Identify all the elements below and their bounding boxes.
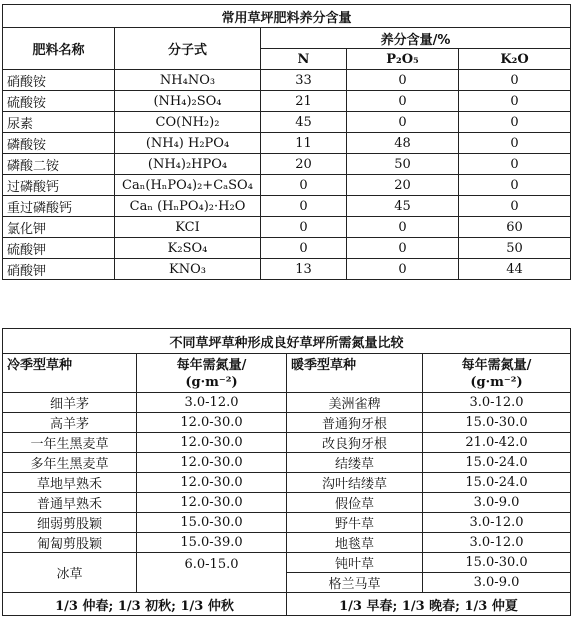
- formula: (NH₄) H₂PO₄: [115, 133, 261, 154]
- table-row: [3, 533, 571, 553]
- fertilizer-name: 硫酸钾: [3, 238, 115, 259]
- warm-grass-name: 沟叶结缕草: [287, 473, 423, 493]
- fertilizer-name: 磷酸二铵: [3, 154, 115, 175]
- table1-title: 常用草坪肥料养分含量: [3, 5, 571, 28]
- cool-grass-name: 冰草: [3, 553, 137, 593]
- cool-nitrogen-value: 12.0-30.0: [137, 453, 287, 473]
- table-row: [3, 513, 571, 533]
- warm-grass-name: 假俭草: [287, 493, 423, 513]
- table-row: [3, 70, 571, 91]
- formula: NH₄NO₃: [115, 70, 261, 91]
- cool-grass-name: 草地早熟禾: [3, 473, 137, 493]
- n-value: 0: [261, 217, 347, 238]
- fertilizer-name: 过磷酸钙: [3, 175, 115, 196]
- header-formula: 分子式: [115, 28, 261, 70]
- cool-grass-name: 一年生黑麦草: [3, 433, 137, 453]
- warm-grass-name: 结缕草: [287, 453, 423, 473]
- formula: CO(NH₂)₂: [115, 112, 261, 133]
- table-row: [3, 473, 571, 493]
- table-row: [3, 413, 571, 433]
- formula: Caₙ (HₙPO₄)₂·H₂O: [115, 196, 261, 217]
- header-fertilizer-name: 肥料名称: [3, 28, 115, 70]
- k2o-value: 0: [459, 196, 571, 217]
- cool-nitrogen-value: 12.0-30.0: [137, 493, 287, 513]
- warm-nitrogen-value: 3.0-9.0: [423, 493, 571, 513]
- cool-grass-name: 细弱剪股颖: [3, 513, 137, 533]
- formula: (NH₄)₂SO₄: [115, 91, 261, 112]
- p2o5-value: 20: [347, 175, 459, 196]
- n-value: 0: [261, 175, 347, 196]
- header-cool-need: 每年需氮量/: [137, 354, 287, 374]
- table-row: [3, 238, 571, 259]
- fertilizer-name: 硫酸铵: [3, 91, 115, 112]
- header-warm-need: 每年需氮量/: [423, 354, 571, 374]
- warm-nitrogen-value: 15.0-30.0: [423, 413, 571, 433]
- warm-grass-name: 美洲雀稗: [287, 393, 423, 413]
- k2o-value: 0: [459, 133, 571, 154]
- warm-nitrogen-value: 3.0-12.0: [423, 513, 571, 533]
- n-value: 33: [261, 70, 347, 91]
- fertilizer-name: 硝酸铵: [3, 70, 115, 91]
- header-cool-unit: (g·m⁻²): [137, 373, 287, 393]
- warm-grass-name: 改良狗牙根: [287, 433, 423, 453]
- warm-nitrogen-value: 15.0-24.0: [423, 473, 571, 493]
- fertilizer-name: 重过磷酸钙: [3, 196, 115, 217]
- p2o5-value: 50: [347, 154, 459, 175]
- formula: KCI: [115, 217, 261, 238]
- k2o-value: 50: [459, 238, 571, 259]
- cool-season-schedule: 1/3 仲春; 1/3 初秋; 1/3 仲秋: [3, 593, 287, 616]
- cool-grass-name: 普通早熟禾: [3, 493, 137, 513]
- n-value: 20: [261, 154, 347, 175]
- cool-grass-name: 高羊茅: [3, 413, 137, 433]
- header-nutrient-content: 养分含量/%: [261, 28, 571, 49]
- warm-grass-name: 格兰马草: [287, 573, 423, 593]
- formula: K₂SO₄: [115, 238, 261, 259]
- fertilizer-nutrient-table: [2, 4, 571, 280]
- warm-grass-name: 普通狗牙根: [287, 413, 423, 433]
- table-row: [3, 217, 571, 238]
- k2o-value: 0: [459, 112, 571, 133]
- warm-season-schedule: 1/3 早春; 1/3 晚春; 1/3 仲夏: [287, 593, 571, 616]
- header-n: N: [261, 49, 347, 70]
- warm-grass-name: 钝叶草: [287, 553, 423, 573]
- cool-nitrogen-value: 15.0-30.0: [137, 513, 287, 533]
- p2o5-value: 0: [347, 112, 459, 133]
- table-row: [3, 133, 571, 154]
- n-value: 45: [261, 112, 347, 133]
- k2o-value: 0: [459, 91, 571, 112]
- header-cool-season: 冷季型草种: [3, 354, 137, 393]
- table-row: [3, 91, 571, 112]
- formula: Caₙ(HₙPO₄)₂+CₐSO₄: [115, 175, 261, 196]
- warm-grass-name: 地毯草: [287, 533, 423, 553]
- warm-nitrogen-value: 21.0-42.0: [423, 433, 571, 453]
- table-row: [3, 259, 571, 280]
- warm-grass-name: 野牛草: [287, 513, 423, 533]
- p2o5-value: 0: [347, 217, 459, 238]
- cool-nitrogen-value: 6.0-15.0: [137, 553, 287, 593]
- cool-nitrogen-value: 3.0-12.0: [137, 393, 287, 413]
- fertilizer-name: 磷酸铵: [3, 133, 115, 154]
- n-value: 21: [261, 91, 347, 112]
- table-row: [3, 175, 571, 196]
- header-warm-unit: (g·m⁻²): [423, 373, 571, 393]
- table-row: [3, 453, 571, 473]
- n-value: 11: [261, 133, 347, 154]
- k2o-value: 0: [459, 70, 571, 91]
- formula: KNO₃: [115, 259, 261, 280]
- warm-nitrogen-value: 3.0-12.0: [423, 533, 571, 553]
- p2o5-value: 0: [347, 259, 459, 280]
- warm-nitrogen-value: 15.0-30.0: [423, 553, 571, 573]
- cool-nitrogen-value: 12.0-30.0: [137, 473, 287, 493]
- header-warm-season: 暖季型草种: [287, 354, 423, 393]
- table-row: [3, 393, 571, 413]
- p2o5-value: 0: [347, 70, 459, 91]
- k2o-value: 0: [459, 175, 571, 196]
- formula: (NH₄)₂HPO₄: [115, 154, 261, 175]
- table-row: [3, 196, 571, 217]
- cool-nitrogen-value: 12.0-30.0: [137, 413, 287, 433]
- p2o5-value: 45: [347, 196, 459, 217]
- warm-nitrogen-value: 3.0-12.0: [423, 393, 571, 413]
- p2o5-value: 0: [347, 91, 459, 112]
- header-k2o: K₂O: [459, 49, 571, 70]
- nitrogen-requirement-table: [2, 328, 571, 616]
- p2o5-value: 48: [347, 133, 459, 154]
- cool-nitrogen-value: 12.0-30.0: [137, 433, 287, 453]
- fertilizer-name: 硝酸钾: [3, 259, 115, 280]
- n-value: 0: [261, 196, 347, 217]
- n-value: 13: [261, 259, 347, 280]
- table-row: [3, 433, 571, 453]
- p2o5-value: 0: [347, 238, 459, 259]
- fertilizer-name: 氯化钾: [3, 217, 115, 238]
- k2o-value: 44: [459, 259, 571, 280]
- cool-grass-name: 多年生黑麦草: [3, 453, 137, 473]
- warm-nitrogen-value: 15.0-24.0: [423, 453, 571, 473]
- k2o-value: 0: [459, 154, 571, 175]
- warm-nitrogen-value: 3.0-9.0: [423, 573, 571, 593]
- fertilizer-name: 尿素: [3, 112, 115, 133]
- cool-grass-name: 匍匐剪股颖: [3, 533, 137, 553]
- table2-title: 不同草坪草种形成良好草坪所需氮量比较: [3, 329, 571, 354]
- header-p2o5: P₂O₅: [347, 49, 459, 70]
- table-row: [3, 493, 571, 513]
- table-row: [3, 112, 571, 133]
- k2o-value: 60: [459, 217, 571, 238]
- table-row: [3, 154, 571, 175]
- cool-grass-name: 细羊茅: [3, 393, 137, 413]
- cool-nitrogen-value: 15.0-39.0: [137, 533, 287, 553]
- n-value: 0: [261, 238, 347, 259]
